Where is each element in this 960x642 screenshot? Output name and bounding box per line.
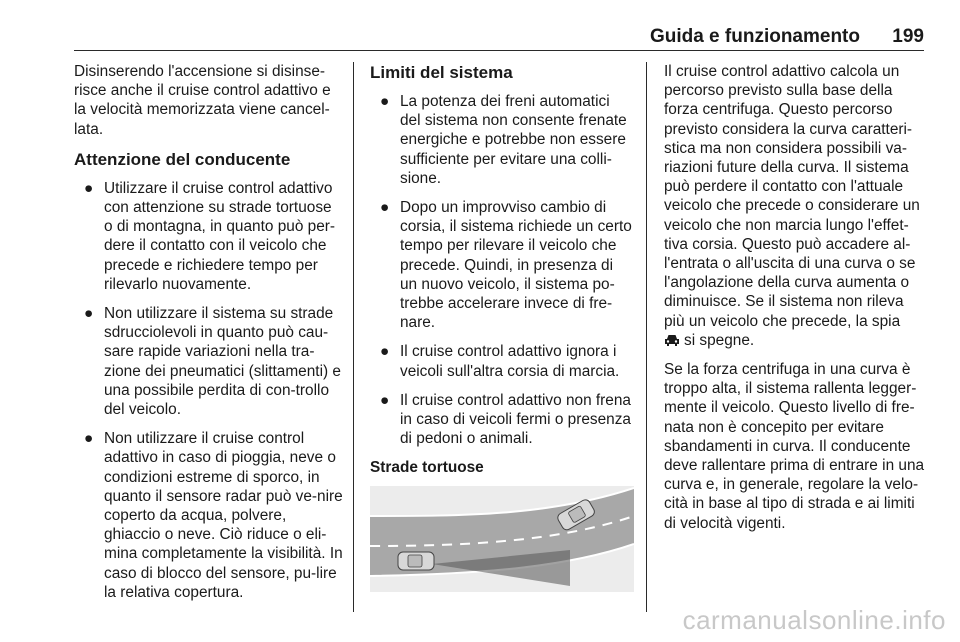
list-item xyxy=(74,429,344,602)
list-item-text: Dopo un improvviso cambio di corsia, il sistema richiede un certo tempo per rilevare il veicolo che precede. Quindi, in presenza di un nuovo veicolo, il sistema po-trebbe accelerare invece di fre-nare. xyxy=(400,199,632,332)
bullet-icon: ● xyxy=(84,430,94,448)
section-heading-limiti: Limiti del sistema xyxy=(370,63,513,82)
list-item-text: Il cruise control adattivo ignora i veicoli sull'altra corsia di marcia. xyxy=(400,343,620,380)
bullet-icon: ● xyxy=(380,93,390,110)
bullet-icon: ● xyxy=(380,343,390,361)
list-item-text: Non utilizzare il sistema su strade sdrucciolevoli in quanto può cau-sare rapide variazioni nella tra-zione dei pneumatici (slittamenti) e una possibile perdita di con-trollo del veicolo. xyxy=(104,305,341,419)
list-item xyxy=(370,342,634,380)
section-heading-attenzione: Attenzione del conducente xyxy=(74,149,291,169)
header-rule xyxy=(74,50,924,51)
watermark: carmanualsonline.info xyxy=(682,605,946,635)
limiti-list xyxy=(370,92,634,448)
bullet-icon: ● xyxy=(84,179,94,197)
list-item xyxy=(370,92,634,188)
curve-paragraph-text: Il cruise control adattivo calcola un percorso previsto sulla base della forza centrifuga. Questo percorso previsto considera la curva caratteri-stica ma non considera possibili va-riazioni future della curva. Il sistema può perdere il contatto con l'attuale veicolo che precede o considerare un veicolo che non marcia lungo l'effet-tiva corsia. Questo può accadere al-l'entrata o all'uscita di una curva o se l'angolazione della curva aumenta o diminuisce. Se il sistema non rileva più un veicolo che precede, la spia xyxy=(664,63,920,330)
list-item xyxy=(370,391,634,449)
curve-paragraph xyxy=(664,62,928,350)
header-title: Guida e funzionamento xyxy=(649,26,860,47)
column-divider-2 xyxy=(646,62,647,612)
column-divider-1 xyxy=(353,62,354,612)
list-item xyxy=(74,304,344,419)
list-item xyxy=(370,198,634,332)
curved-road-illustration xyxy=(370,486,634,592)
bullet-icon: ● xyxy=(84,305,94,323)
list-item-text: Il cruise control adattivo non frena in caso di veicoli fermi o presenza di pedoni o animali. xyxy=(400,391,631,448)
list-item xyxy=(74,179,344,294)
list-item-text: La potenza dei freni automatici del sistema non consente frenate energiche e potrebbe non essere sufficiente per evitare una colli-sione. xyxy=(400,93,627,187)
ego-car xyxy=(398,552,434,570)
subheading-strade-tortuose: Strade tortuose xyxy=(370,459,484,477)
page-header xyxy=(0,0,960,52)
bullet-icon: ● xyxy=(380,391,390,409)
column-2 xyxy=(370,62,634,592)
bullet-icon: ● xyxy=(380,199,390,217)
curve-paragraph-end: si spegne. xyxy=(684,331,755,349)
list-item-text: Utilizzare il cruise control adattivo con attenzione su strade tortuose o di montagna, in quanto può per-dere il contatto con il veicolo che precede e richiedere tempo per rilevarlo nuovamente. xyxy=(104,179,336,293)
car-front-icon xyxy=(664,334,680,347)
intro-paragraph: Disinserendo l'accensione si disinse-risce anche il cruise control adattivo e la velocità memorizzata viene cancel-lata. xyxy=(74,63,331,138)
page-number: 199 xyxy=(892,26,924,47)
attenzione-list xyxy=(74,179,344,602)
column-3 xyxy=(664,62,928,543)
centrifugal-paragraph: Se la forza centrifuga in una curva è troppo alta, il sistema rallenta legger-mente il veicolo. Questo livello di fre-nata non è concepito per evitare sbandamenti in curva. Il conducente deve rallentare prima di entrare in una curva e, in generale, regolare la velo-cità in base al tipo di strada e ai limiti di velocità vigenti. xyxy=(664,361,925,532)
list-item-text: Non utilizzare il cruise control adattivo in caso di pioggia, neve o condizioni estreme di sporco, in quanto il sensore radar può ve-nire coperto da acqua, polvere, ghiaccio o neve. Ciò riduce o eli-mina completamente la visibilità. In caso di blocco del sensore, pu-lire la relativa copertura. xyxy=(104,430,343,601)
column-1 xyxy=(74,62,344,612)
